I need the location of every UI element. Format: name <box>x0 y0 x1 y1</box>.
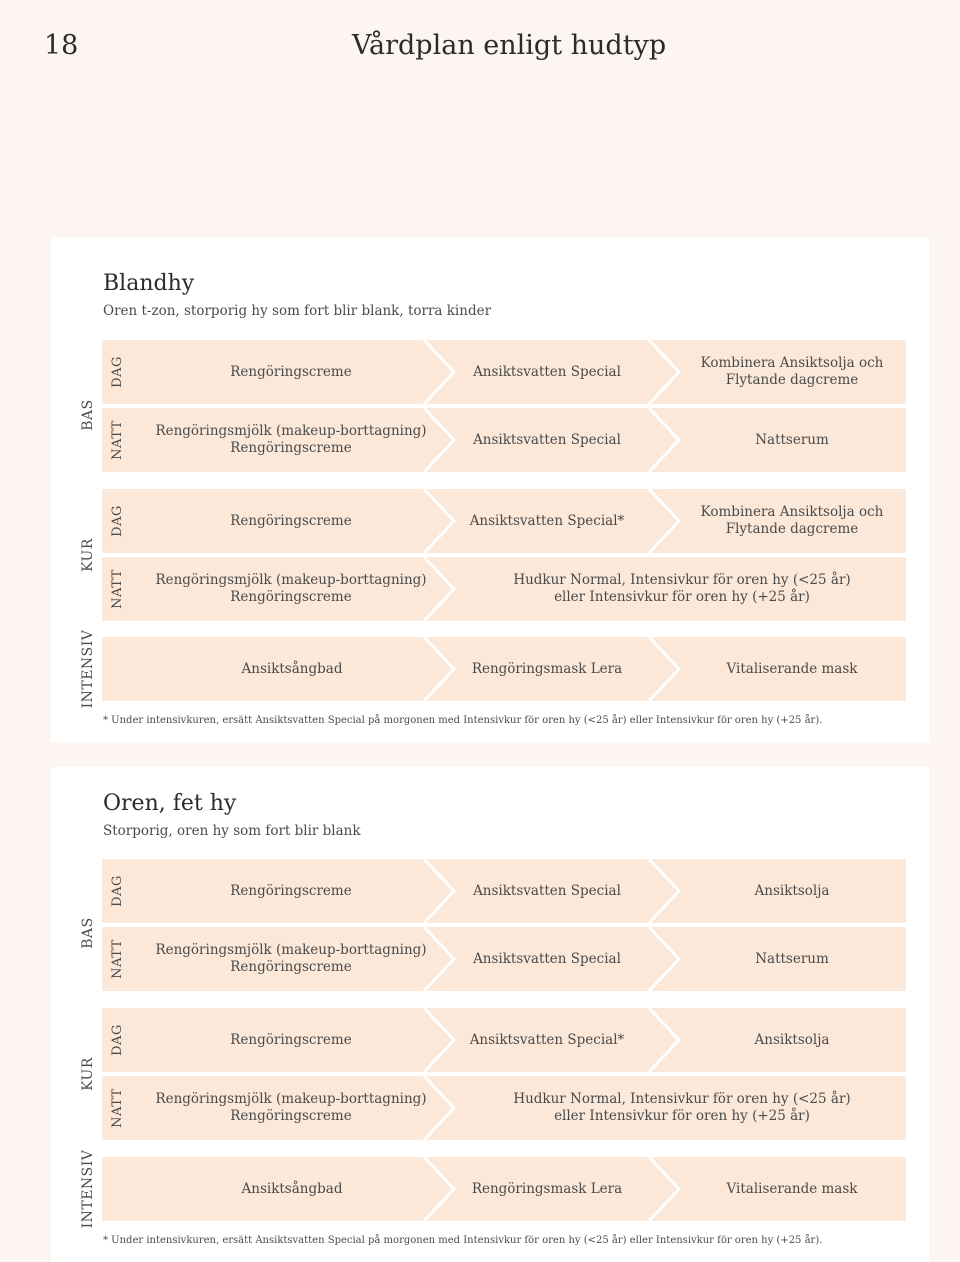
routine-step: Ansiktsvatten Special <box>473 363 621 380</box>
footnote: * Under intensivkuren, ersätt Ansiktsvatten Special på morgonen med Intensivkur för oren hy (<25 år) eller Intensivkur för oren hy (+25 år). <box>103 715 823 726</box>
routine-step: Ansiktsvatten Special <box>473 882 621 899</box>
routine-step: Nattserum <box>755 431 829 448</box>
routine-step: Ansiktsvatten Special <box>473 431 621 448</box>
row-label-natt: NATT <box>110 1088 125 1128</box>
skin-type-card-blandhy <box>51 237 929 742</box>
row-label-dag: DAG <box>110 875 125 907</box>
routine-step: Nattserum <box>755 950 829 967</box>
page-title: Vårdplan enligt hudtyp <box>352 30 667 61</box>
routine-step: Ansiktsvatten Special* <box>469 512 625 529</box>
group-label-intensiv: INTENSIV <box>80 629 96 709</box>
group-label-kur: KUR <box>80 538 96 572</box>
row-label-dag: DAG <box>110 356 125 388</box>
routine-step: Ansiktsvatten Special* <box>469 1031 625 1048</box>
card-title: Blandhy <box>103 271 195 296</box>
card-subtitle: Oren t-zon, storporig hy som fort blir blank, torra kinder <box>103 303 492 319</box>
row-label-dag: DAG <box>110 1024 125 1056</box>
routine-step: Rengöringsmask Lera <box>471 1180 623 1197</box>
routine-step: Vitaliserande mask <box>726 1180 858 1197</box>
routine-row-intensiv <box>102 1157 906 1221</box>
routine-row-kur-dag <box>102 1008 906 1072</box>
row-label-natt: NATT <box>110 420 125 460</box>
routine-step: Rengöringscreme <box>230 882 352 899</box>
footnote: * Under intensivkuren, ersätt Ansiktsvatten Special på morgonen med Intensivkur för oren hy (<25 år) eller Intensivkur för oren hy (+25 år). <box>103 1235 823 1246</box>
card-title: Oren, fet hy <box>103 791 237 816</box>
routine-step: Hudkur Normal, Intensivkur för oren hy (<25 år) eller Intensivkur för oren hy (+25 år) <box>513 1091 851 1124</box>
row-label-dag: DAG <box>110 505 125 537</box>
group-label-bas: BAS <box>80 399 96 431</box>
routine-step: Ansiktsvatten Special <box>473 950 621 967</box>
routine-step: Hudkur Normal, Intensivkur för oren hy (<25 år) eller Intensivkur för oren hy (+25 år) <box>513 572 851 605</box>
routine-step: Ansiktsångbad <box>241 660 343 677</box>
routine-step: Rengöringscreme <box>230 363 352 380</box>
routine-row-intensiv <box>102 637 906 701</box>
routine-step: Rengöringscreme <box>230 512 352 529</box>
routine-step: Ansiktsolja <box>754 1031 830 1048</box>
card-subtitle: Storporig, oren hy som fort blir blank <box>103 823 361 839</box>
routine-row-bas-dag <box>102 859 906 923</box>
routine-row-bas-natt <box>102 927 906 991</box>
routine-step: Rengöringsmjölk (makeup-borttagning) Rengöringscreme <box>155 1091 427 1124</box>
routine-row-bas-natt <box>102 408 906 472</box>
routine-row-kur-natt <box>102 557 906 621</box>
routine-row-kur-dag <box>102 489 906 553</box>
skin-type-card-oren-fet-hy <box>51 767 929 1262</box>
group-label-bas: BAS <box>80 917 96 949</box>
chevron-separator-icon <box>424 557 456 621</box>
chevron-separator-icon <box>424 1076 456 1140</box>
routine-step: Rengöringsmjölk (makeup-borttagning) Rengöringscreme <box>155 942 427 975</box>
routine-step: Rengöringscreme <box>230 1031 352 1048</box>
group-label-kur: KUR <box>80 1057 96 1091</box>
routine-step: Kombinera Ansiktsolja och Flytande dagcreme <box>700 504 884 537</box>
page-number: 18 <box>44 30 79 61</box>
group-label-intensiv: INTENSIV <box>80 1149 96 1229</box>
routine-step: Ansiktsångbad <box>241 1180 343 1197</box>
routine-step: Rengöringsmask Lera <box>471 660 623 677</box>
routine-step: Vitaliserande mask <box>726 660 858 677</box>
routine-row-kur-natt <box>102 1076 906 1140</box>
row-label-natt: NATT <box>110 569 125 609</box>
row-label-natt: NATT <box>110 939 125 979</box>
routine-step: Rengöringsmjölk (makeup-borttagning) Rengöringscreme <box>155 423 427 456</box>
routine-step: Kombinera Ansiktsolja och Flytande dagcreme <box>700 355 884 388</box>
routine-row-bas-dag <box>102 340 906 404</box>
routine-step: Ansiktsolja <box>754 882 830 899</box>
routine-step: Rengöringsmjölk (makeup-borttagning) Rengöringscreme <box>155 572 427 605</box>
